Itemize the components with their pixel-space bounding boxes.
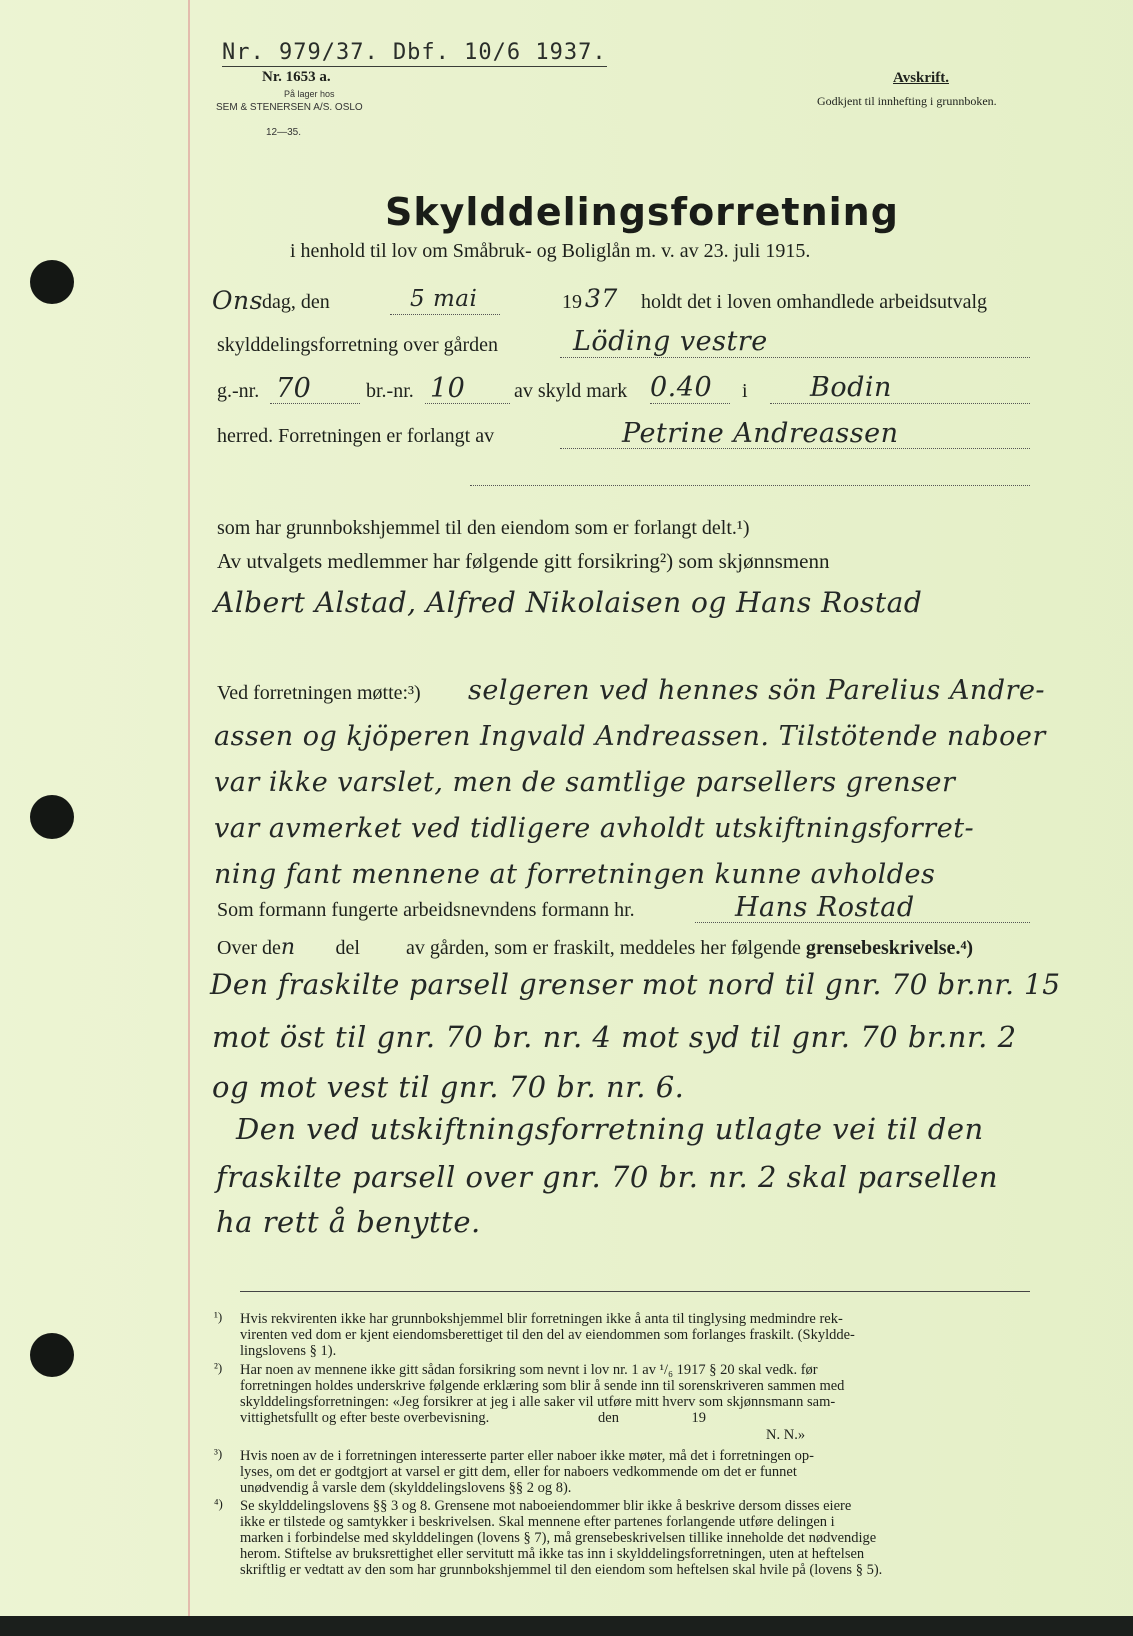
form-line4: herred. Forretningen er forlangt av [217,425,495,447]
form-line6: Av utvalgets medlemmer har følgende gitt forsikring²) som skjønnsmenn [217,549,830,573]
scan-edge [0,1616,1133,1636]
footnote-3-line: lyses, om det er godtgjort at varsel er gitt dem, eller for naboers vedkommende om det er funnet [240,1464,797,1480]
footnote-4-marker: ⁴) [214,1496,223,1511]
fill-line-blank [470,485,1030,486]
document-subtitle: i henhold til lov om Småbruk- og Boliglån m. v. av 23. juli 1915. [290,240,811,262]
form-gnr-label: g.-nr. [217,380,260,402]
form-line1-a: dag, den [262,291,330,313]
hw-grense-4: fraskilte parsell over gnr. 70 br. nr. 2 skal parsellen [216,1160,999,1194]
hw-year: 37 [585,284,618,313]
form-brnr-label: br.-nr. [366,380,414,402]
form-line9-d: grensebeskrivelse.⁴) [805,937,974,959]
hw-grense-0: Den fraskilte parsell grenser mot nord til gnr. 70 br.nr. 15 [210,968,1061,1001]
document-title: Skylddelingsforretning [385,190,899,234]
hw-mott-2: var ikke varslet, men de samtlige parsellers grenser [214,767,956,798]
footnote-4-line: skriftlig er vedtatt av den som har grunnbokshjemmel til den eiendom som heftelsen skal hvile på (lovens § 5). [240,1562,883,1578]
form-skyld-label: av skyld mark [514,380,628,402]
footnote-3-line: unødvendig å varsle dem (skylddelingslovens §§ 2 og 8). [240,1480,572,1496]
hw-mott-1: assen og kjöperen Ingvald Andreassen. Tilstötende naboer [214,721,1046,752]
hw-weekday: Ons [212,286,263,315]
hw-gnr: 70 [276,373,312,404]
punch-hole-middle [30,795,74,839]
form-line7: Ved forretningen møtte:³) [217,682,421,704]
hw-mott-3: var avmerket ved tidligere avholdt utskiftningsforret- [214,813,975,844]
form-line9-c: av gården, som er fraskilt, meddeles her følgende [405,937,801,959]
hw-over-de: n [280,935,296,960]
hw-brnr: 10 [430,373,466,404]
hw-grense-5: ha rett å benytte. [216,1205,481,1239]
godkjent-label: Godkjent til innhefting i grunnboken. [817,94,997,108]
hw-mott-4: ning fant mennene at forretningen kunne avholdes [214,859,936,890]
footnote-2-line: vittighetsfullt og efter beste overbevisning. den 19 [240,1410,706,1426]
form-line9 [217,935,973,960]
hw-kommune: Bodin [810,372,892,403]
hw-skjonnsmenn: Albert Alstad, Alfred Nikolaisen og Hans Rostad [214,586,923,619]
margin-rule [188,0,190,1616]
footnote-1-line: Hvis rekvirenten ikke har grunnbokshjemmel blir forretningen ikke å anta til tinglysing medmindre rek- [240,1311,843,1327]
form-line9-b: del [335,937,360,959]
hw-farm: Löding vestre [573,326,768,357]
punch-hole-top [30,260,74,304]
fill-line-skyld [650,403,730,404]
footnote-1-line: virenten ved dom er kjent eiendomsberettiget til den del av eiendommen som forlanges fraskilt. (Skyldde- [240,1327,855,1343]
hw-requester: Petrine Andreassen [622,418,899,449]
footnote-4-line: Se skylddelingslovens §§ 3 og 8. Grensene mot naboeiendommer blir ikke å beskrive dersom disses eiere [240,1498,852,1514]
publisher-line2 [216,102,363,113]
footnote-2-line: skylddelingsforretningen: «Jeg forsikrer at jeg i alle saker vil utføre mitt hverv som skjønnsmann sam- [240,1394,836,1410]
form-line1-b: 19 [562,291,582,313]
footnote-4-line: herom. Stiftelse av bruksrettighet eller servitutt må ikke tas inn i skylddelingsforretningen, uten at heftelsen [240,1546,865,1562]
footnote-2-line: Har noen av mennene ikke gitt sådan forsikring som nevnt i lov nr. 1 av ¹/₆ 1917 § 20 skal vedk. før [240,1362,818,1378]
form-i-label: i [742,380,748,402]
fill-line-kommune [770,403,1030,404]
hw-grense-2: og mot vest til gnr. 70 br. nr. 6. [212,1070,685,1104]
form-line9-a: Over de [217,937,281,959]
publisher-date: 12—35. [266,127,302,138]
footnote-2-marker: ²) [214,1360,223,1375]
footnote-2-sign: N. N.» [766,1427,806,1443]
typed-reference: Nr. 979/37. Dbf. 10/6 1937. [222,40,607,65]
avskrift-label: Avskrift. [893,70,949,86]
footnote-1-marker: ¹) [214,1309,223,1324]
publisher-name: SEM & STENERSEN A/S. OSLO [216,102,363,113]
footnote-4-line: ikke er tilstede og samtykker i beskrivelsen. Skal mennene efter partenes forlangende utføre delingen i [240,1514,835,1530]
hw-skyld: 0.40 [650,372,713,403]
hw-formann: Hans Rostad [735,892,915,923]
footnote-1-line: lingslovens § 1). [240,1343,337,1359]
punch-hole-bottom [30,1333,74,1377]
footnote-rule [240,1291,1030,1292]
hw-grense-1: mot öst til gnr. 70 br. nr. 4 mot syd til gnr. 70 br.nr. 2 [212,1020,1017,1054]
form-line8: Som formann fungerte arbeidsnevndens formann hr. [217,899,635,921]
footnote-3-marker: ³) [214,1446,223,1461]
form-line5: som har grunnbokshjemmel til den eiendom som er forlangt delt.¹) [217,517,750,539]
publisher-line1: På lager hos [284,89,335,99]
hw-mott-0: selgeren ved hennes sön Parelius Andre- [468,675,1046,706]
fill-line-farm [560,357,1030,358]
footnote-3-line: Hvis noen av de i forretningen interesserte parter eller naboer ikke møter, må det i forretningen op- [240,1448,814,1464]
footnote-2-line: forretningen holdes underskrive følgende erklæring som blir å sende inn til sorenskriveren sammen med [240,1378,845,1394]
fill-line-date [390,314,500,315]
footnote-4-line: marken i forbindelse med skylddelingen (lovens § 7), må grensebeskrivelsen tillike inneholde det nødvendige [240,1530,877,1546]
hw-day: 5 mai [410,286,478,312]
form-line2: skylddelingsforretning over gården [217,334,499,356]
hw-grense-3: Den ved utskiftningsforretning utlagte vei til den [236,1112,984,1146]
form-number: Nr. 1653 a. [262,69,331,85]
form-line1-c: holdt det i loven omhandlede arbeidsutvalg [641,291,988,313]
